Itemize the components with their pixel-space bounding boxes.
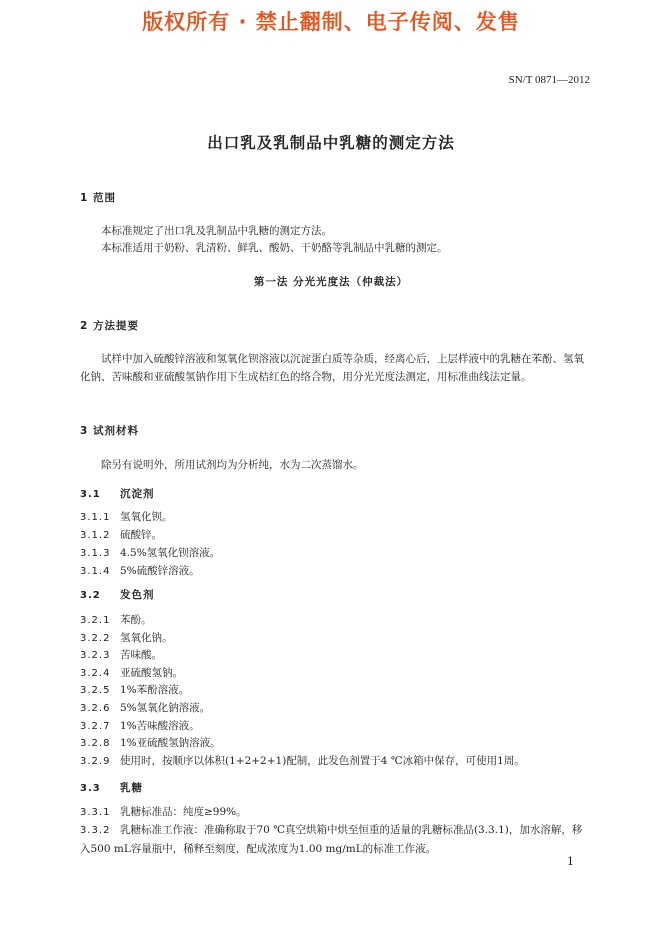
list-item (80, 718, 200, 733)
item-text: 氢氧化钠。 (120, 631, 173, 644)
item-text: 5%硫酸锌溶液。 (120, 565, 200, 577)
item-text: 5%氢氧化钠溶液。 (120, 702, 211, 714)
section-3-heading: 3 试剂材料 (80, 425, 139, 437)
item-number: 3.2.6 (80, 703, 111, 714)
item-number: 3.2.4 (80, 667, 111, 679)
item-3-3-2 (80, 821, 592, 858)
list-item (80, 647, 162, 662)
list-item (80, 527, 162, 542)
item-text: 乳糖标准工作液：准确称取于70 ℃真空烘箱中烘至恒重的适量的乳糖标准品(3.3.1)，加水溶解，移入500 mL容量瓶中，稀释至刻度，配成浓度为1.00 mg/mL的标准工作液。 (80, 824, 583, 855)
section-3-2-heading (80, 587, 155, 602)
item-text: 亚硫酸氢钠。 (120, 666, 183, 679)
item-3-3-1 (80, 804, 247, 819)
item-text: 苦味酸。 (120, 649, 162, 662)
item-text: 苯酚。 (120, 614, 152, 626)
item-number: 3.1.4 (80, 566, 111, 577)
section-2-paragraph: 试样中加入硫酸锌溶液和氢氧化钡溶液以沉淀蛋白质等杂质，经离心后，上层样液中的乳糖在苯酚、氢氧化钠、苦味酸和亚硫酸氢钠作用下生成桔红色的络合物，用分光光度法测定，用标准曲线法定量。 (80, 353, 584, 383)
section-number: 3.2 (80, 590, 101, 601)
item-number: 3.2.1 (80, 615, 111, 626)
list-item (80, 545, 220, 560)
item-number: 3.3.2 (80, 825, 111, 836)
list-item (80, 735, 221, 750)
item-text: 使用时，按顺序以体积(1+2+2+1)配制，此发色剂置于4 ℃冰箱中保存，可使用1周。 (120, 754, 525, 767)
item-text: 1%苯酚溶液。 (120, 684, 190, 697)
section-label: 发色剂 (120, 589, 155, 601)
item-text: 1%亚硫酸氢钠溶液。 (120, 737, 221, 750)
section-3-1-heading (80, 486, 155, 501)
section-3-intro: 除另有说明外，所用试剂均为分析纯，水为二次蒸馏水。 (101, 459, 364, 471)
item-number: 3.1.1 (80, 512, 111, 523)
list-item (80, 700, 210, 715)
item-number: 3.2.7 (80, 720, 111, 732)
item-text: 1%苦味酸溶液。 (120, 719, 200, 732)
section-3-3-heading (80, 780, 143, 795)
page-number: 1 (567, 855, 574, 868)
section-1-heading: 1 范围 (80, 192, 116, 204)
item-number: 3.2.8 (80, 738, 111, 750)
section-label: 乳糖 (120, 782, 143, 794)
item-number: 3.3.1 (80, 807, 111, 818)
section-number: 3.1 (80, 489, 101, 500)
document-title: 出口乳及乳制品中乳糖的测定方法 (207, 134, 455, 152)
section-2-heading: 2 方法提要 (80, 320, 139, 332)
copyright-banner: 版权所有 · 禁止翻制、电子传阅、发售 (142, 10, 520, 34)
list-item (80, 665, 183, 680)
item-text: 硫酸锌。 (120, 529, 162, 541)
list-item (80, 682, 189, 697)
section-1-paragraph-1: 本标准规定了出口乳及乳制品中乳糖的测定方法。 (101, 225, 332, 237)
item-number: 3.2.3 (80, 650, 111, 662)
list-item (80, 630, 173, 645)
item-number: 3.2.2 (80, 632, 111, 644)
section-label: 沉淀剂 (120, 488, 155, 500)
section-number: 3.3 (80, 783, 101, 794)
item-number: 3.2.9 (80, 755, 111, 767)
item-text: 乳糖标准品：纯度≥99%。 (120, 806, 247, 818)
item-number: 3.1.3 (80, 548, 111, 559)
list-item (80, 509, 173, 524)
item-text: 4.5%氢氧化钡溶液。 (120, 547, 221, 559)
list-item (80, 612, 152, 627)
standard-code: SN/T 0871—2012 (508, 74, 590, 86)
item-text: 氢氧化钡。 (120, 511, 173, 523)
item-number: 3.1.2 (80, 530, 111, 541)
method-title: 第一法 分光光度法（仲裁法） (253, 276, 409, 288)
section-1-paragraph-2: 本标准适用于奶粉、乳清粉、鲜乳、酸奶、干奶酪等乳制品中乳糖的测定。 (101, 242, 448, 254)
list-item (80, 563, 200, 578)
item-number: 3.2.5 (80, 685, 111, 697)
list-item (80, 753, 525, 768)
